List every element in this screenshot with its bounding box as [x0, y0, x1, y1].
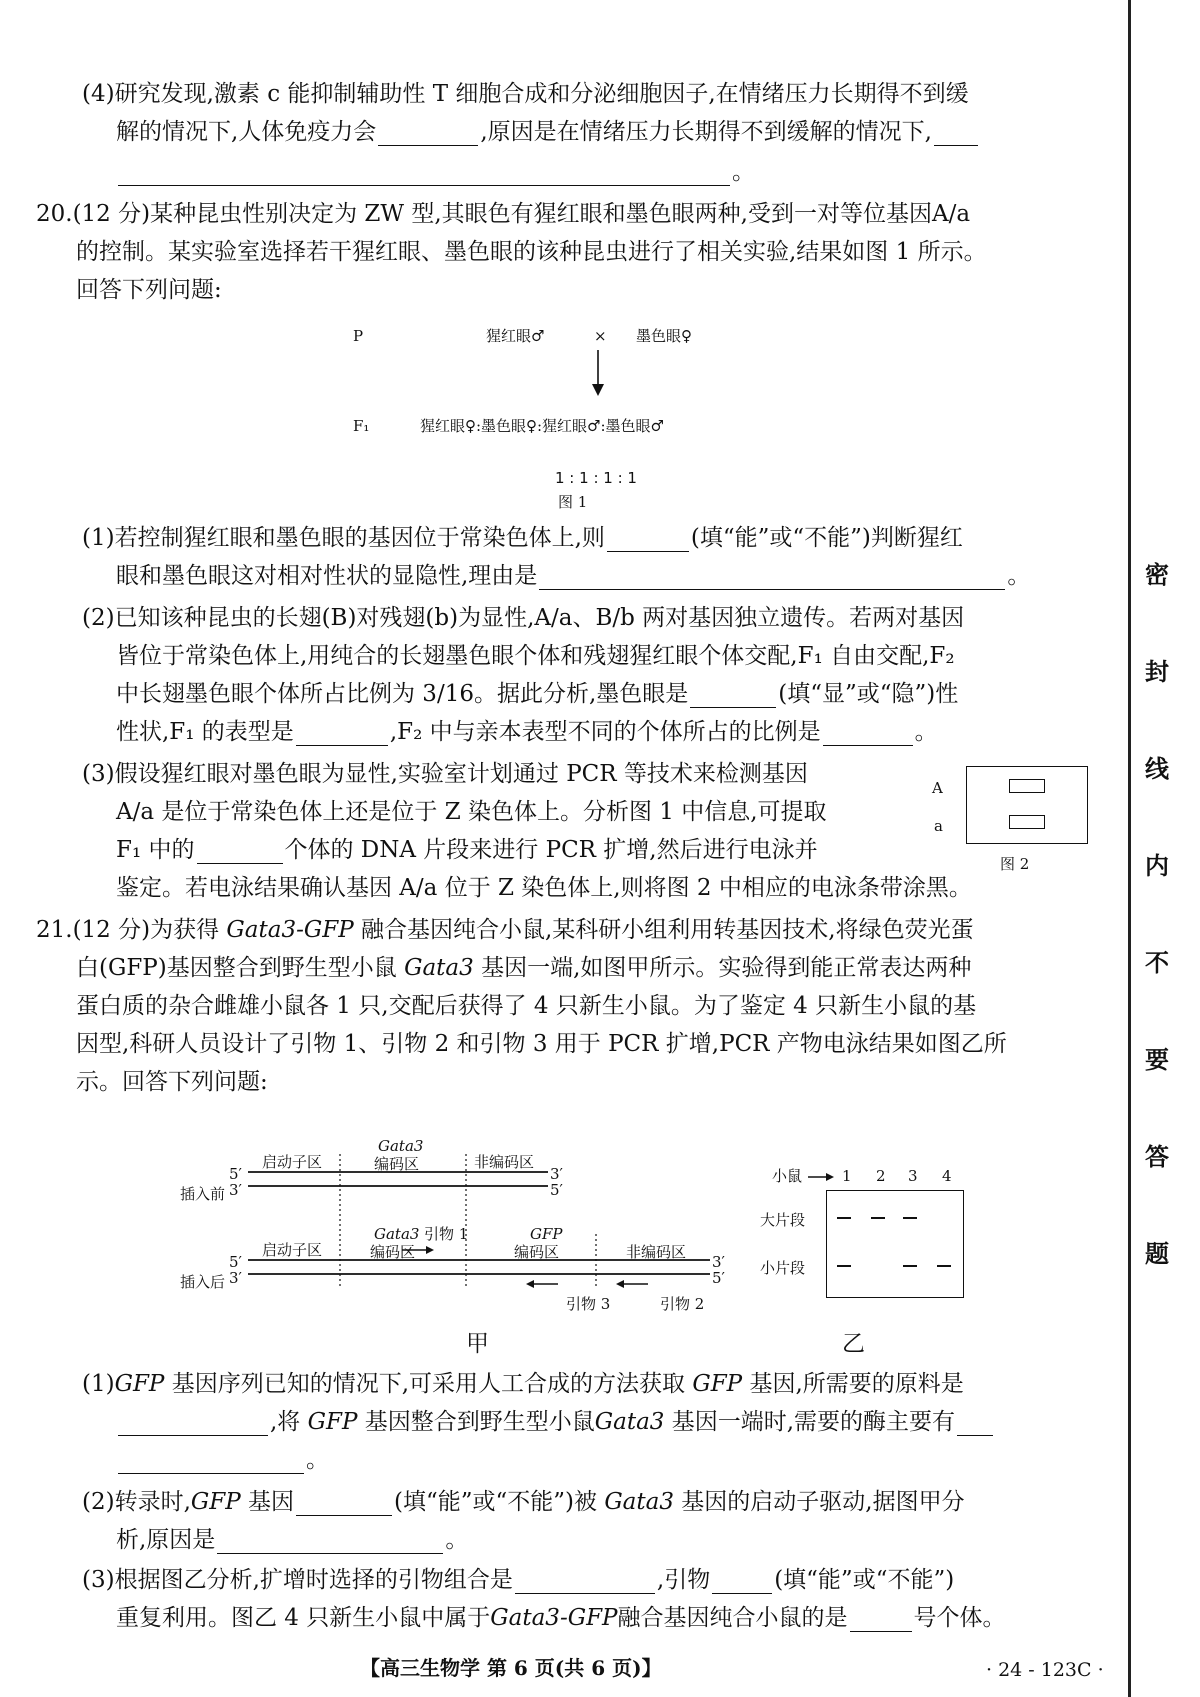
label-mouse: 小鼠 — [772, 1167, 803, 1185]
band-a[interactable] — [1009, 815, 1045, 829]
band-lane1-large — [837, 1217, 851, 1219]
text: 。 — [306, 1447, 329, 1473]
answer-blank[interactable] — [957, 1413, 993, 1436]
text: 号个体。 — [913, 1605, 1006, 1631]
seal-char: 线 — [1145, 755, 1169, 783]
text: 基因一端时,需要的酶主要有 — [664, 1409, 956, 1435]
q19-4-line2 — [116, 118, 980, 146]
text: (填“能”或“不能”) — [774, 1567, 955, 1593]
label-promoter-before: 启动子区 — [262, 1153, 323, 1171]
label-noncoding-before: 非编码区 — [474, 1153, 535, 1171]
gene-diagram — [170, 1126, 730, 1296]
answer-blank[interactable] — [197, 841, 283, 864]
band-lane1-small — [837, 1265, 851, 1267]
band-lane2-large — [871, 1217, 885, 1219]
band-lane4-small — [937, 1265, 951, 1267]
fig1-p-label: P — [353, 327, 364, 345]
q21-1-line1 — [82, 1370, 964, 1398]
fig1-p-female: 墨色眼♀ — [636, 327, 692, 345]
text: 。 — [1007, 563, 1031, 589]
text: Gata3-GFP — [226, 917, 354, 943]
seal-char: 内 — [1145, 852, 1169, 880]
text: (2)转录时, — [82, 1489, 191, 1515]
label-promoter-after: 启动子区 — [262, 1241, 323, 1259]
fig2-label-A: A — [932, 779, 943, 797]
q20-3-line1: (3)假设猩红眼对墨色眼为显性,实验室计划通过 PCR 等技术来检测基因 — [82, 761, 808, 787]
q20-1-line1 — [82, 524, 963, 552]
text: (填“能”或“不能”)判断猩红 — [690, 525, 963, 551]
text: 基因 — [240, 1489, 295, 1515]
fig1-caption: 图 1 — [558, 493, 588, 511]
text: (1)若控制猩红眼和墨色眼的基因位于常染色体上,则 — [82, 525, 605, 551]
q19-4-line1: (4)研究发现,激素 c 能抑制辅助性 T 细胞合成和分泌细胞因子,在情绪压力长期得不到缓 — [82, 81, 969, 107]
q20-2-line2: 皆位于常染色体上,用纯合的长翅墨色眼个体和残翅猩红眼个体交配,F₁ 自由交配,F₂ — [116, 643, 955, 669]
q21-intro-line5: 示。回答下列问题: — [76, 1069, 268, 1095]
q20-intro-line2: 的控制。某实验室选择若干猩红眼、墨色眼的该种昆虫进行了相关实验,结果如图 1 所示。 — [76, 239, 987, 265]
seal-char: 题 — [1145, 1240, 1169, 1268]
text: Gata3-GFP — [490, 1605, 618, 1631]
text: F₁ 中的 — [116, 837, 195, 863]
label-3prime: 3′ — [229, 1181, 242, 1199]
text: (1) — [82, 1371, 115, 1397]
answer-blank[interactable] — [850, 1609, 912, 1632]
label-3prime: 3′ — [229, 1269, 242, 1287]
text: ,将 — [270, 1409, 308, 1435]
label-primer1: 引物 1 — [424, 1225, 469, 1243]
q21-intro-line2 — [76, 954, 971, 982]
q20-intro-line1: 20.(12 分)某种昆虫性别决定为 ZW 型,其眼色有猩红眼和墨色眼两种,受到一对等位基因A/a — [36, 201, 971, 227]
lane-3: 3 — [908, 1167, 918, 1185]
answer-blank[interactable] — [217, 1531, 443, 1554]
q21-intro-line4: 因型,科研人员设计了引物 1、引物 2 和引物 3 用于 PCR 扩增,PCR 产物电泳结果如图乙所 — [76, 1031, 1007, 1057]
answer-blank[interactable] — [539, 567, 1005, 590]
seal-char: 不 — [1145, 949, 1169, 977]
q20-2-line4 — [116, 718, 938, 746]
seal-char: 答 — [1145, 1143, 1169, 1171]
seal-char: 密 — [1145, 561, 1169, 589]
answer-blank[interactable] — [515, 1571, 655, 1594]
text: ,引物 — [656, 1567, 711, 1593]
seal-char: 要 — [1145, 1046, 1169, 1074]
fig2-caption: 图 2 — [1000, 855, 1030, 873]
text: Gata3 — [594, 1409, 665, 1435]
band-lane3-large — [903, 1217, 917, 1219]
fig1-p-male: 猩红眼♂ — [486, 327, 545, 345]
answer-blank[interactable] — [712, 1571, 772, 1594]
answer-blank[interactable] — [118, 1413, 268, 1436]
text: 白(GFP)基因整合到野生型小鼠 — [76, 955, 405, 981]
q19-4-line3 — [116, 158, 755, 186]
answer-blank[interactable] — [118, 163, 730, 186]
band-A[interactable] — [1009, 779, 1045, 793]
page-footer: 【高三生物学 第 6 页(共 6 页)】 — [360, 1656, 662, 1680]
fig1-f1-label: F₁ — [353, 417, 370, 435]
text: 重复利用。图乙 4 只新生小鼠中属于 — [116, 1605, 491, 1631]
label-coding-after: 编码区 — [370, 1243, 416, 1261]
text: Gata3 — [604, 1489, 674, 1515]
label-after: 插入后 — [180, 1273, 226, 1291]
fig2-label-a: a — [934, 817, 943, 835]
q21-intro-line1 — [36, 916, 974, 944]
text: 解的情况下,人体免疫力会 — [116, 119, 377, 145]
text: (3)根据图乙分析,扩增时选择的引物组合是 — [82, 1567, 513, 1593]
text: 基因整合到野生型小鼠 — [357, 1409, 595, 1435]
q21-1-line2 — [116, 1408, 995, 1436]
label-5prime: 5′ — [550, 1181, 563, 1199]
q20-3-line2: A/a 是位于常染色体上还是位于 Z 染色体上。分析图 1 中信息,可提取 — [116, 799, 827, 825]
text: (填“能”或“不能”)被 — [394, 1489, 605, 1515]
q21-3-line2 — [116, 1604, 1006, 1632]
label-5prime: 5′ — [229, 1253, 242, 1271]
fig1-cross: × — [594, 327, 607, 345]
label-3prime: 3′ — [712, 1253, 725, 1271]
band-lane3-small — [903, 1265, 917, 1267]
text: 个体的 DNA 片段来进行 PCR 扩增,然后进行电泳并 — [284, 837, 818, 863]
text: 析,原因是 — [116, 1527, 216, 1553]
q21-2-line1 — [82, 1488, 965, 1516]
text: 21.(12 分)为获得 — [36, 917, 227, 943]
gel-box — [826, 1190, 964, 1298]
lane-1: 1 — [842, 1167, 852, 1185]
q20-3-line3 — [116, 836, 818, 864]
lane-4: 4 — [942, 1167, 952, 1185]
answer-blank[interactable] — [934, 123, 978, 146]
answer-blank[interactable] — [690, 685, 776, 708]
text: 。 — [914, 719, 938, 745]
text: 。 — [732, 159, 755, 185]
text: GFP — [190, 1489, 241, 1515]
label-3prime: 3′ — [550, 1165, 563, 1183]
text: 。 — [445, 1527, 469, 1553]
q21-intro-line3: 蛋白质的杂合雌雄小鼠各 1 只,交配后获得了 4 只新生小鼠。为了鉴定 4 只新生小鼠的基 — [76, 993, 977, 1019]
label-gata3-before: Gata3 — [378, 1137, 424, 1155]
label-small-fragment: 小片段 — [760, 1259, 806, 1277]
text: 基因,所需要的原料是 — [742, 1371, 964, 1397]
label-coding-gfp: 编码区 — [514, 1243, 560, 1261]
label-5prime: 5′ — [712, 1269, 725, 1287]
q20-2-line3 — [116, 680, 958, 708]
fig1-f1-types: 猩红眼♀:墨色眼♀:猩红眼♂:墨色眼♂ — [420, 417, 664, 435]
fig-yi-caption: 乙 — [842, 1331, 865, 1357]
text: (填“显”或“隐”)性 — [778, 681, 959, 707]
label-5prime: 5′ — [229, 1165, 242, 1183]
q20-1-line2 — [116, 562, 1030, 590]
label-before: 插入前 — [180, 1185, 226, 1203]
seal-char: 封 — [1145, 658, 1169, 686]
text: 融合基因纯合小鼠,某科研小组利用转基因技术,将绿色荧光蛋 — [353, 917, 974, 943]
answer-blank[interactable] — [118, 1451, 304, 1474]
q21-2-line2 — [116, 1526, 468, 1554]
text: 眼和墨色眼这对相对性状的显隐性,理由是 — [116, 563, 538, 589]
text: GFP — [114, 1371, 165, 1397]
label-gfp: GFP — [530, 1225, 563, 1243]
fig1-ratio: 1 : 1 : 1 : 1 — [555, 469, 637, 487]
fig-jia-caption: 甲 — [466, 1331, 489, 1357]
label-noncoding-after: 非编码区 — [626, 1243, 687, 1261]
answer-blank[interactable] — [296, 723, 388, 746]
seal-notice — [1140, 555, 1174, 1331]
text: 性状,F₁ 的表型是 — [116, 719, 294, 745]
q20-2-line1: (2)已知该种昆虫的长翅(B)对残翅(b)为显性,A/a、B/b 两对基因独立遗传。若两对基因 — [82, 605, 965, 631]
down-arrow-icon — [588, 348, 608, 398]
label-coding-before: 编码区 — [374, 1155, 420, 1173]
label-primer3: 引物 3 — [566, 1295, 611, 1313]
label-gata3-after: Gata3 — [374, 1225, 420, 1243]
answer-blank[interactable] — [378, 123, 478, 146]
q20-intro-line3: 回答下列问题: — [76, 277, 222, 303]
text: ,F₂ 中与亲本表型不同的个体所占的比例是 — [389, 719, 821, 745]
paper-code: · 24 - 123C · — [986, 1659, 1104, 1681]
q21-1-line3 — [116, 1446, 329, 1474]
q20-3-line4: 鉴定。若电泳结果确认基因 A/a 位于 Z 染色体上,则将图 2 中相应的电泳条带涂黑。 — [116, 875, 972, 901]
right-arrow-icon — [806, 1170, 836, 1184]
binding-line — [1128, 0, 1131, 1697]
lane-2: 2 — [876, 1167, 886, 1185]
text: GFP — [692, 1371, 743, 1397]
text: 中长翅墨色眼个体所占比例为 3/16。据此分析,墨色眼是 — [116, 681, 689, 707]
text: 基因一端,如图甲所示。实验得到能正常表达两种 — [473, 955, 972, 981]
answer-blank[interactable] — [607, 529, 689, 552]
text: 融合基因纯合小鼠的是 — [617, 1605, 848, 1631]
gel-box — [966, 766, 1088, 844]
answer-blank[interactable] — [296, 1493, 392, 1516]
q21-3-line1 — [82, 1566, 954, 1594]
label-primer2: 引物 2 — [660, 1295, 705, 1313]
text: 基因序列已知的情况下,可采用人工合成的方法获取 — [164, 1371, 693, 1397]
text: ,原因是在情绪压力长期得不到缓解的情况下, — [480, 119, 932, 145]
answer-blank[interactable] — [823, 723, 913, 746]
text: 基因的启动子驱动,据图甲分 — [674, 1489, 965, 1515]
text: GFP — [307, 1409, 358, 1435]
text: Gata3 — [404, 955, 474, 981]
label-large-fragment: 大片段 — [760, 1211, 806, 1229]
